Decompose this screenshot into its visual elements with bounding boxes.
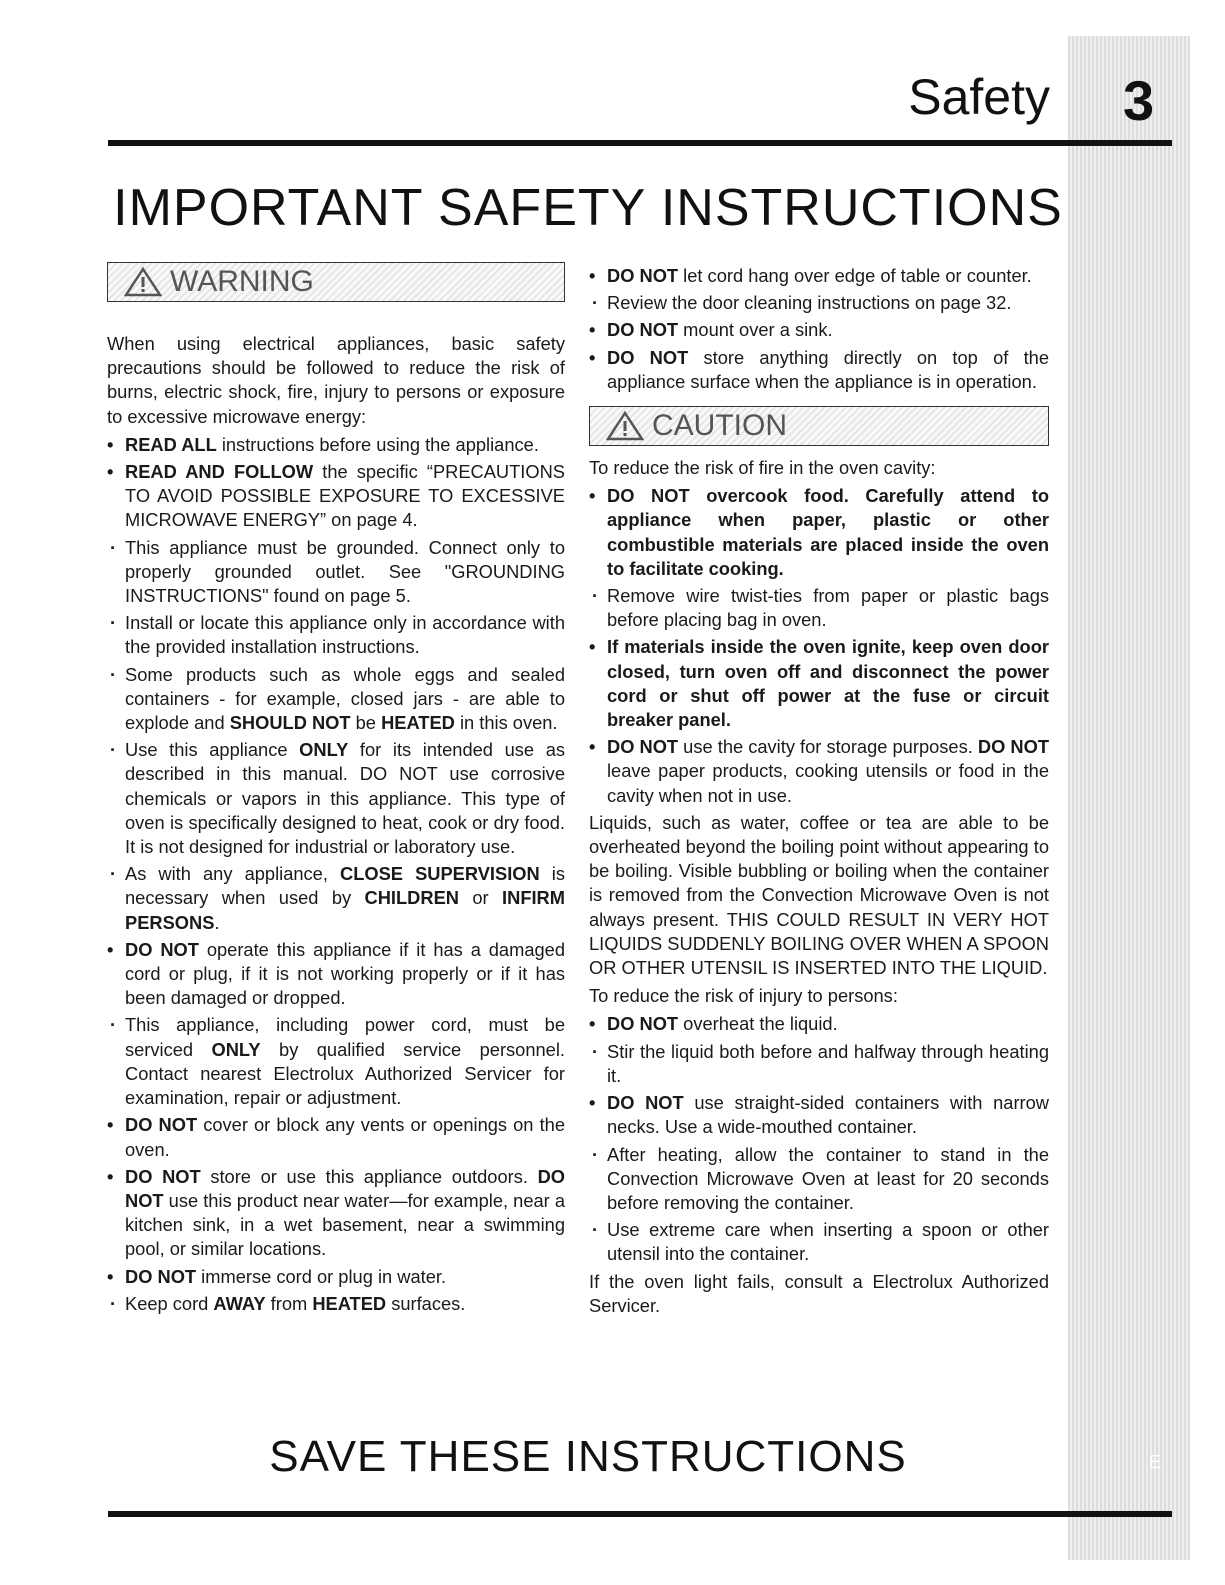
list-item [107,1265,565,1289]
emphasis-text: DO NOT [607,736,679,758]
emphasis-text: DO NOT [977,736,1049,758]
item-text: Keep cord [125,1292,214,1314]
item-text: use straight-sided containers with narrow necks. Use a wide-mouthed container. [607,1092,1049,1138]
list-item [589,1143,1049,1216]
item-text: by qualified service personnel. Contact nearest Electrolux Authorized Servicer for examination, repair or adjustment. [125,1038,565,1109]
list-item [107,1013,565,1110]
item-text: Use this appliance [125,739,300,761]
item-text: store or use this appliance outdoors. [200,1165,538,1187]
warning-intro: When using electrical appliances, basic safety precautions should be followed to reduce the risk of burns, electric shock, fire, injury to persons or exposure to excessive microwave energy: [107,333,565,427]
warning-label: WARNING [170,264,314,298]
item-text: cover or block any vents or openings on the oven. [125,1114,565,1160]
injury-safety-list [589,1012,1049,1266]
item-text: DO NOT overcook food. Carefully attend to appliance when paper, plastic or other combustible materials are placed inside the oven to facilitate cooking. [607,485,1049,579]
item-text: After heating, allow the container to stand in the Convection Microwave Oven at least for 20 seconds before removing the container. [607,1143,1049,1213]
item-text: This appliance, including power cord, must be serviced [125,1014,565,1060]
emphasis-text: ONLY [299,739,349,761]
emphasis-text: ONLY [211,1038,261,1060]
list-item [107,1165,565,1262]
emphasis-text: DO NOT [607,265,679,286]
item-text: let cord hang over edge of table or counter. [678,265,1032,286]
item-text: Stir the liquid both before and halfway through heating it. [607,1040,1049,1086]
item-text: use the cavity for storage purposes. [678,736,978,758]
list-item [107,460,565,533]
emphasis-text: HEATED [312,1292,387,1314]
item-text: store anything directly on top of the appliance surface when the appliance is in operation. [607,346,1049,392]
emphasis-text: DO NOT [607,1092,684,1114]
footer-title: SAVE THESE INSTRUCTIONS [269,1432,907,1481]
item-text: Some products such as whole eggs and sealed containers - for example, closed jars - are able to explode and [125,663,565,734]
header-rule [108,140,1172,146]
emphasis-text: AWAY [213,1292,266,1314]
list-item [589,735,1049,808]
caution-triangle-icon [606,411,644,441]
warning-banner [107,262,565,302]
emphasis-text: DO NOT [125,938,199,960]
item-text: If materials inside the oven ignite, keep oven door closed, turn oven off and disconnect the power cord or shut off power at the fuse or circuit breaker panel. [607,636,1049,731]
item-text: Install or locate this appliance only in accordance with the provided installation instructions. [125,612,565,658]
list-item [589,318,1049,342]
list-item [107,663,565,736]
item-text: As with any appliance, [125,863,341,885]
list-item [107,938,565,1011]
item-text: is necessary when used by [125,863,565,909]
right-safety-list [589,264,1049,394]
footer-rule [108,1511,1172,1517]
list-item [589,635,1049,732]
emphasis-text: SHOULD NOT [229,712,351,734]
injury-intro: To reduce the risk of injury to persons: [589,985,898,1007]
emphasis-text: INFIRM PERSONS [125,887,565,933]
item-text: from [265,1292,313,1314]
item-text: instructions before using the appliance. [216,433,539,455]
fire-safety-list [589,484,1049,808]
emphasis-text: DO NOT [607,319,679,341]
list-item [589,1091,1049,1139]
list-item [107,862,565,935]
section-side-tab [1068,36,1190,1560]
emphasis-text: CHILDREN [364,887,459,909]
warning-triangle-icon [124,267,162,297]
list-item [107,1292,565,1316]
item-text: surfaces. [386,1292,466,1314]
emphasis-text: DO NOT [125,1165,565,1211]
emphasis-text: READ AND FOLLOW [125,461,314,483]
page-title: IMPORTANT SAFETY INSTRUCTIONS [113,179,1063,237]
emphasis-text: DO NOT [125,1265,197,1287]
list-item [589,346,1049,394]
item-text: the specific “PRECAUTIONS TO AVOID POSSIBLE EXPOSURE TO EXCESSIVE MICROWAVE ENERGY” on page 4. [125,461,565,531]
right-column [589,264,1049,1322]
left-column [107,262,565,1319]
section-title: Safety [908,69,1050,125]
list-item [107,738,565,859]
item-text: overheat the liquid. [678,1013,838,1035]
item-text: for its intended use as described in this manual. DO NOT use corrosive chemicals or vapors in this appliance. This type of oven is specifically designed to heat, cook or dry food. It is not designed for industrial or laboratory use. [125,739,566,858]
item-text: leave paper products, cooking utensils or food in the cavity when not in use. [607,760,1049,806]
caution-banner [589,406,1049,446]
item-text: mount over a sink. [678,319,833,341]
list-item [589,264,1049,288]
language-tab-letter: E [1149,1452,1162,1472]
list-item [107,536,565,609]
emphasis-text: DO NOT [125,1165,201,1187]
item-text: operate this appliance if it has a damaged cord or plug, if it is not working properly or if it has been damaged or dropped. [125,938,565,1009]
list-item [589,291,1049,315]
item-text: . [214,911,220,933]
left-safety-list [107,433,565,1316]
caution-label: CAUTION [652,408,787,442]
list-item [589,1218,1049,1266]
item-text: Use extreme care when inserting a spoon or other utensil into the container. [607,1219,1049,1265]
item-text: Remove wire twist-ties from paper or plastic bags before placing bag in oven. [607,585,1049,631]
list-item [107,1113,565,1161]
item-text: immerse cord or plug in water. [196,1265,447,1287]
emphasis-text: DO NOT [607,1013,679,1035]
liquids-paragraph: Liquids, such as water, coffee or tea are able to be overheated beyond the boiling point without appearing to be boiling. Visible bubbling or boiling when the container is removed from the Convection Microwave Oven is not always present. THIS COULD RESULT IN VERY HOT LIQUIDS SUDDENLY BOILING OVER WHEN A SPOON OR OTHER UTENSIL IS INSERTED INTO THE LIQUID. [589,811,1049,979]
list-item [589,484,1049,581]
emphasis-text: DO NOT [607,346,689,368]
closing-paragraph: If the oven light fails, consult a Electrolux Authorized Servicer. [589,1270,1049,1316]
emphasis-text: DO NOT [125,1114,198,1136]
item-text: This appliance must be grounded. Connect only to properly grounded outlet. See "GROUNDING INSTRUCTIONS" found on page 5. [125,536,565,607]
emphasis-text: HEATED [381,712,455,734]
item-text: or [458,887,503,909]
emphasis-text: READ ALL [125,433,217,455]
list-item [589,1012,1049,1036]
list-item [107,433,565,457]
list-item [107,611,565,659]
section-number: 3 [1123,69,1155,132]
emphasis-text: CLOSE SUPERVISION [340,863,540,885]
list-item [589,1040,1049,1088]
item-text: be [350,712,382,734]
item-text: Review the door cleaning instructions on page 32. [607,292,1012,314]
fire-intro: To reduce the risk of fire in the oven cavity: [589,457,936,479]
item-text: in this oven. [454,712,558,734]
item-text: use this product near water—for example, near a kitchen sink, in a wet basement, near a swimming pool, or similar locations. [125,1189,565,1260]
list-item [589,584,1049,632]
